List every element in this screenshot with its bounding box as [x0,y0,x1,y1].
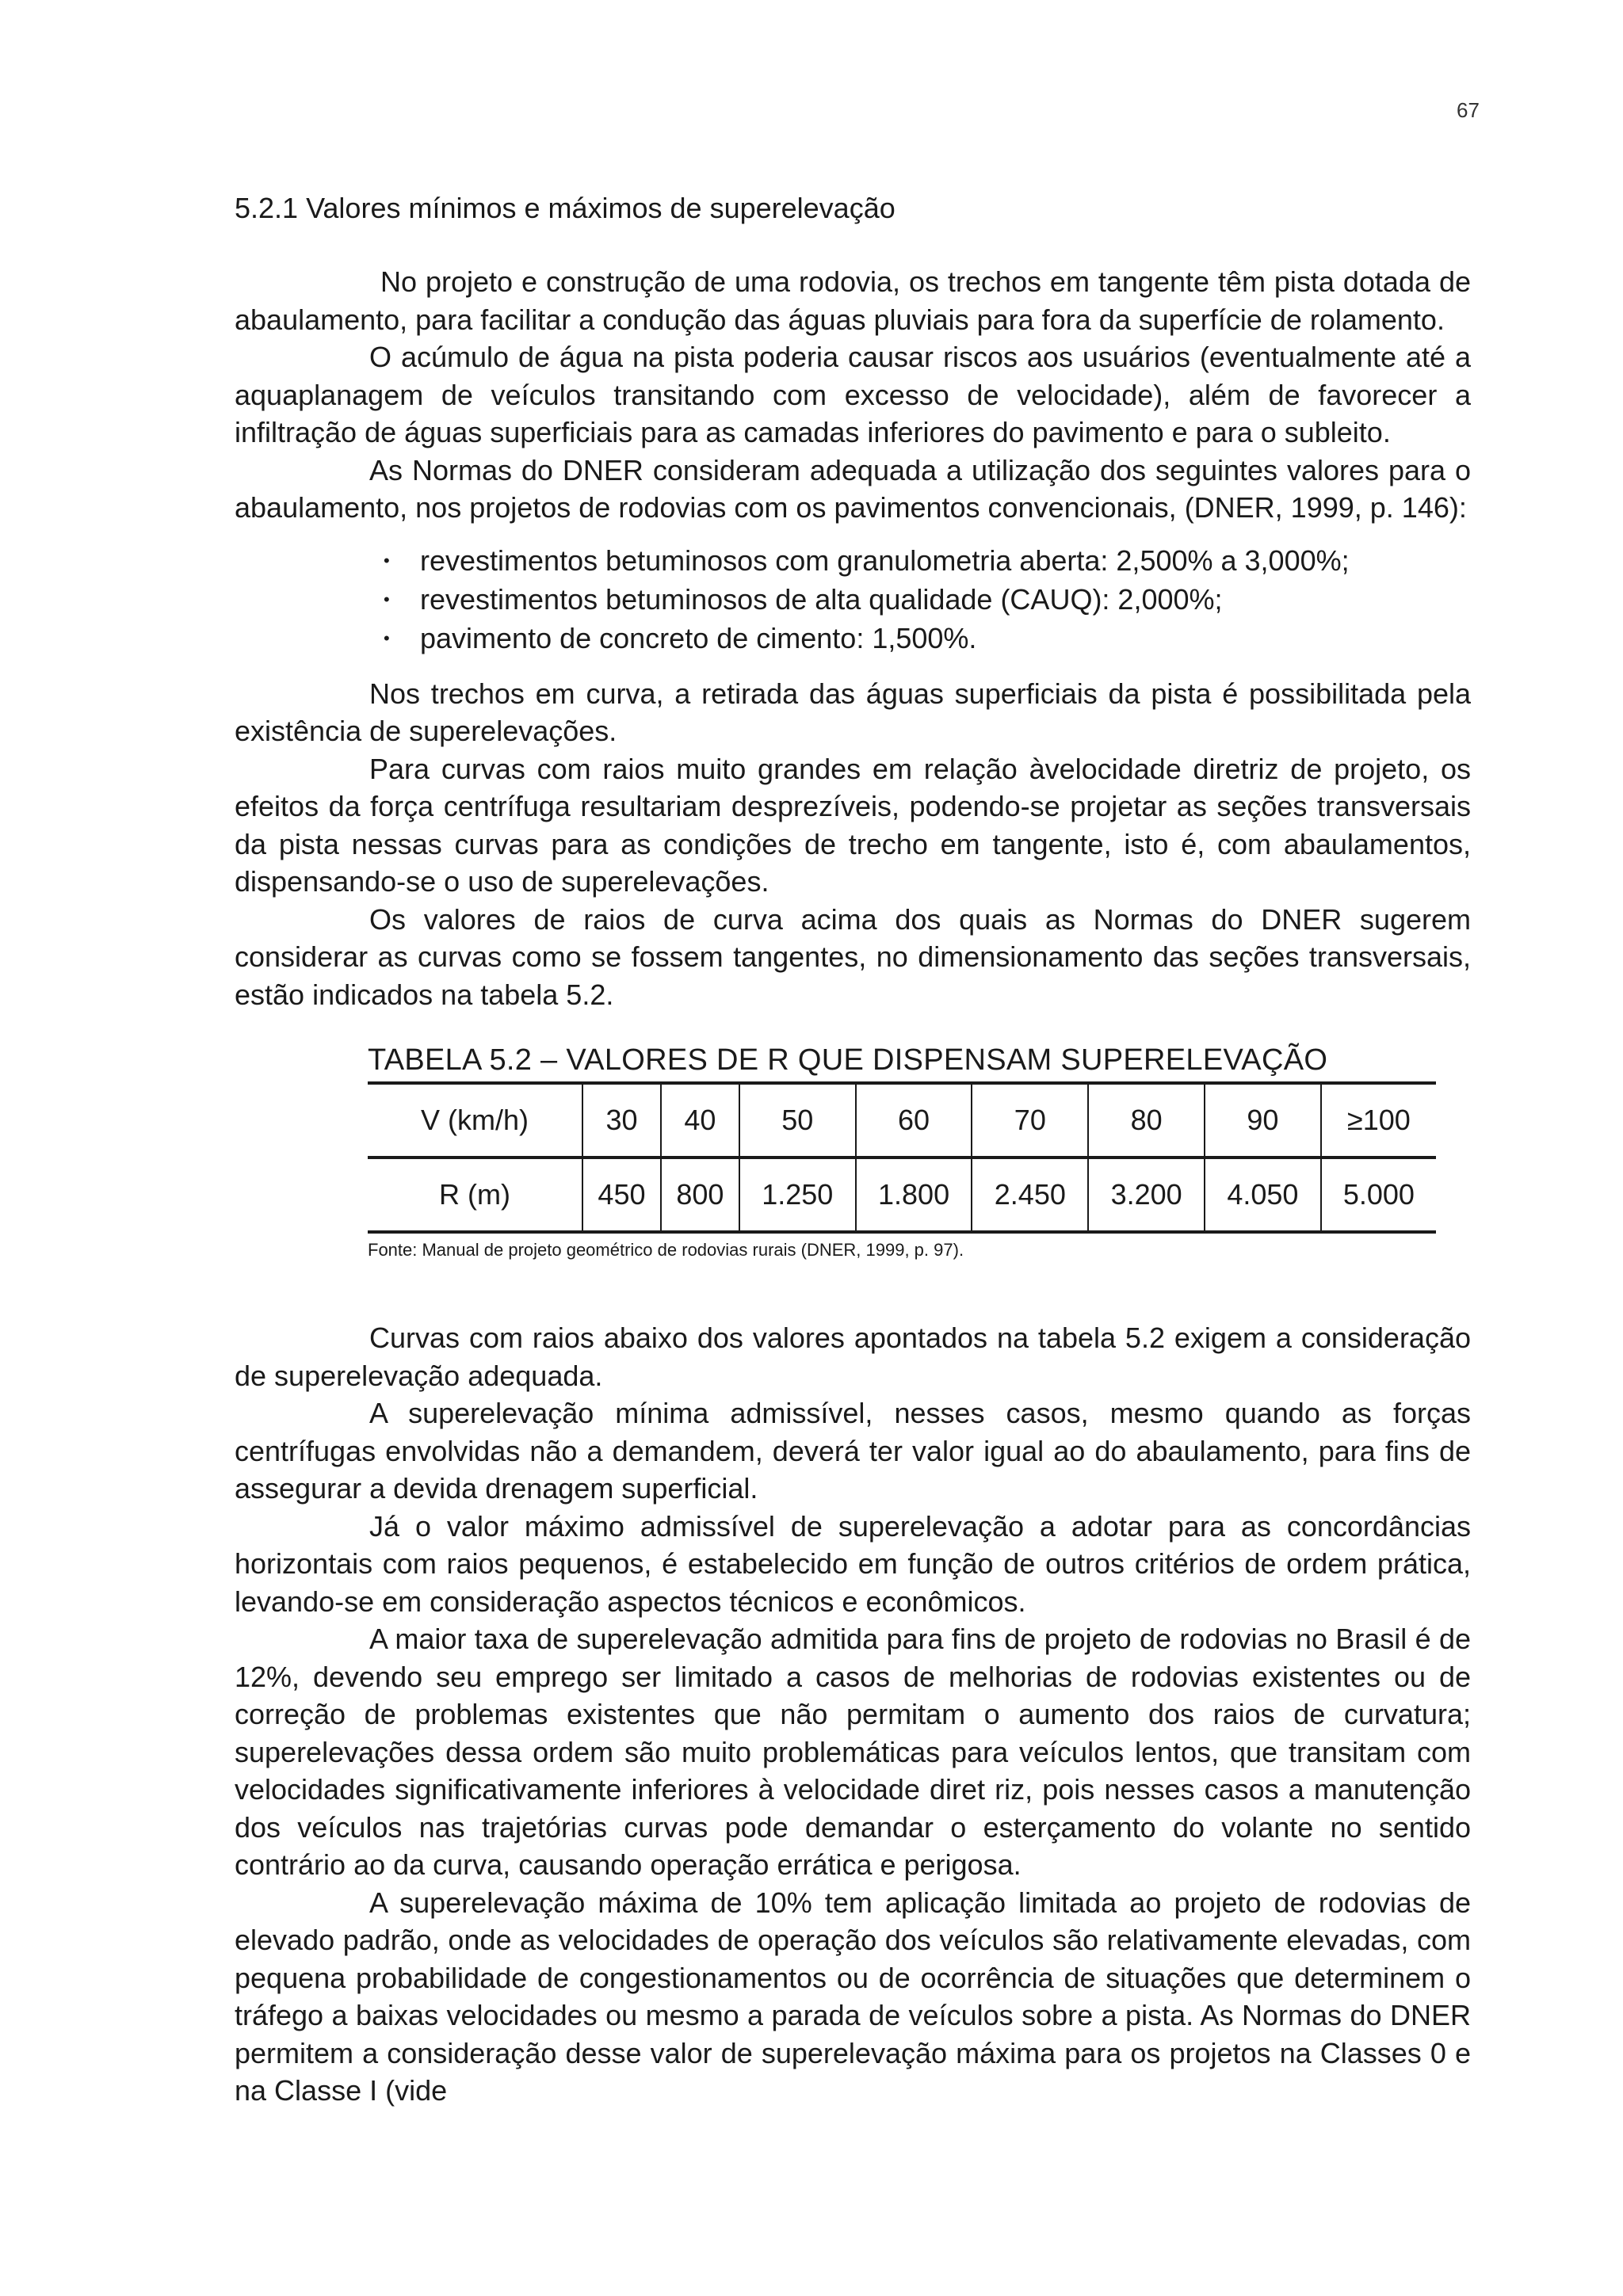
values-table [368,1081,1436,1234]
table-cell: 50 [739,1083,856,1158]
table-block [368,1042,1436,1262]
table-cell: 60 [856,1083,972,1158]
after-table-text [235,1319,1471,2110]
table-cell: 3.200 [1088,1158,1205,1232]
page-content [235,190,1471,2110]
table-cell: 800 [661,1158,739,1232]
table-cell: 40 [661,1083,739,1158]
table-cell: ≥100 [1321,1083,1436,1158]
table-cell: 450 [582,1158,661,1232]
table-cell: 1.250 [739,1158,856,1232]
paragraph: Para curvas com raios muito grandes em relação àvelocidade diretriz de projeto, os efeitos da força centrífuga resultariam desprezíveis, podendo-se projetar as seções transversais da pista nessas curvas para as condições de trecho em tangente, isto é, com abaulamentos, dispensando-se o uso de superelevações. [235,752,1471,898]
table-cell: 30 [582,1083,661,1158]
list-item: • revestimentos betuminosos de alta qualidade (CAUQ): 2,000%; [384,580,1471,619]
paragraph: A superelevação mínima admissível, nesses casos, mesmo quando as forças centrífugas envolvidas não a demandem, deverá ter valor igual ao do abaulamento, para fins de assegurar a devida drenagem superficial. [235,1397,1471,1505]
table-cell: 5.000 [1321,1158,1436,1232]
table-cell: 2.450 [972,1158,1088,1232]
bullet-list [235,541,1471,658]
table-source: Fonte: Manual de projeto geométrico de rodovias rurais (DNER, 1999, p. 97). [368,1240,964,1260]
table-row-radius [368,1158,1436,1232]
paragraph: A superelevação máxima de 10% tem aplicação limitada ao projeto de rodovias de elevado padrão, onde as velocidades de operação dos veículos são relativamente elevadas, com pequena probabilidade de congestionamentos ou de ocorrência de situações que determinem o tráfego a baixas velocidades ou mesmo a parada de veículos sobre a pista. As Normas do DNER permitem a consideração desse valor de superelevação máxima para os projetos na Classes 0 e na Classe I (vide [235,1886,1471,2107]
table-title: TABELA 5.2 – VALORES DE R QUE DISPENSAM SUPERELEVAÇÃO [368,1043,1328,1077]
paragraph: Curvas com raios abaixo dos valores apontados na tabela 5.2 exigem a consideração de superelevação adequada. [235,1322,1471,1392]
table-cell: V (km/h) [368,1083,582,1158]
paragraph: Os valores de raios de curva acima dos quais as Normas do DNER sugerem considerar as curvas como se fossem tangentes, no dimensionamento das seções transversais, estão indicados na tabela 5.2. [235,902,1471,1011]
paragraph: A maior taxa de superelevação admitida para fins de projeto de rodovias no Brasil é de 12%, devendo seu emprego ser limitado a casos de melhorias de rodovias existentes ou de correção de problemas existentes que não permitam o aumento dos raios de curvatura; superelevações dessa ordem são muito problemáticas para veículos lentos, que transitam com velocidades significativamente inferiores à velocidade diret riz, pois nesses casos a manutenção dos veículos nas trajetórias curvas pode demandar o esterçamento do volante no sentido contrário ao da curva, causando operação errática e perigosa. [235,1623,1471,1881]
section-heading: 5.2.1 Valores mínimos e máximos de superelevação [235,192,896,224]
table-row-speed [368,1083,1436,1158]
paragraph: Já o valor máximo admissível de superelevação a adotar para as concordâncias horizontais com raios pequenos, é estabelecido em função de outros critérios de ordem prática, levando-se em consideração aspectos técnicos e econômicos. [235,1509,1471,1618]
table-cell: 90 [1205,1083,1321,1158]
table-cell: 80 [1088,1083,1205,1158]
paragraph: No projeto e construção de uma rodovia, os trechos em tangente têm pista dotada de abaulamento, para facilitar a condução das águas pluviais para fora da superfície de rolamento. [235,265,1471,336]
paragraph: As Normas do DNER consideram adequada a utilização dos seguintes valores para o abaulamento, nos projetos de rodovias com os pavimentos convencionais, (DNER, 1999, p. 146): [235,453,1471,524]
list-item: • revestimentos betuminosos com granulometria aberta: 2,500% a 3,000%; [384,541,1471,580]
page-number: 67 [1457,98,1480,122]
table-cell: 1.800 [856,1158,972,1232]
paragraph: Nos trechos em curva, a retirada das águas superficiais da pista é possibilitada pela existência de superelevações. [235,677,1471,747]
list-item: • pavimento de concreto de cimento: 1,500%. [384,619,1471,658]
table-cell: R (m) [439,1178,510,1211]
paragraph: O acúmulo de água na pista poderia causar riscos aos usuários (eventualmente até a aquaplanagem de veículos transitando com excesso de velocidade), além de favorecer a infiltração de águas superficiais para as camadas inferiores do pavimento e para o subleito. [235,341,1471,448]
table-cell: 4.050 [1205,1158,1321,1232]
table-cell: 70 [972,1083,1088,1158]
